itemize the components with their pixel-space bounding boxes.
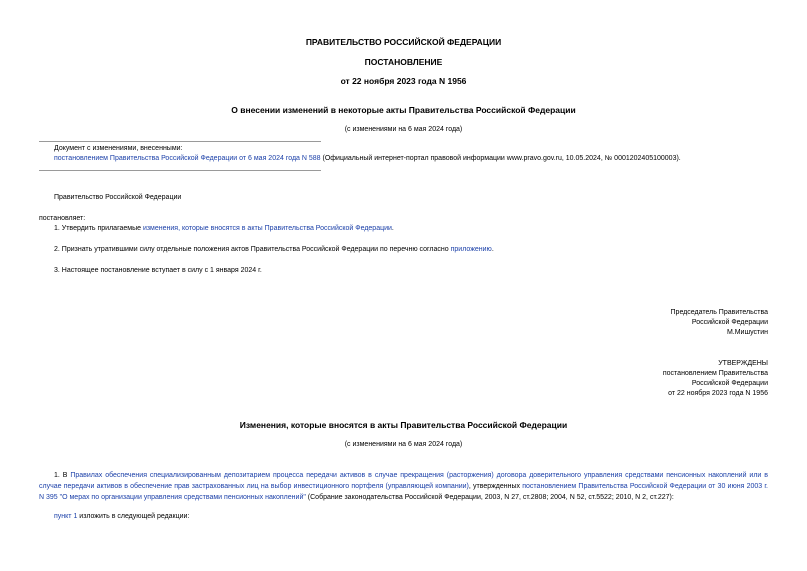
- rules-link[interactable]: Правилах обеспечения специализированным депозитарием процесса передачи активов в случае прекращения (расторжения) договора доверительного управления средствами пенсионных накоплений или в случае передачи активов в обеспечение прав застрахованных лиц на выбор инвестиционного портфеля (управляющей компании): [39, 472, 768, 490]
- annex-title: Изменения, которые вносятся в акты Правительства Российской Федерации: [239, 420, 568, 430]
- item-2: 2. Признать утратившими силу отдельные положения актов Правительства Российской Федерации по перечню согласно приложению.: [54, 246, 494, 253]
- changes-top-rule: [39, 141, 321, 142]
- approved-date: от 22 ноября 2023 года N 1956: [668, 390, 768, 397]
- amendment-source: (Официальный интернет-портал правовой информации www.pravo.gov.ru, 10.05.2024, № 0001202405100003).: [320, 155, 681, 162]
- changes-label: Документ с изменениями, внесенными:: [54, 145, 183, 152]
- signature-name: М.Мишустин: [726, 329, 768, 336]
- resolution-395-link[interactable]: постановлением Правительства Российской Федерации от 30 июня 2003 г. N 395 "О мерах по организации управления средствами пенсионных накоплений": [39, 483, 768, 501]
- government-heading: ПРАВИТЕЛЬСТВО РОССИЙСКОЙ ФЕДЕРАЦИИ: [305, 37, 502, 47]
- changes-annex-link[interactable]: изменения, которые вносятся в акты Правительства Российской Федерации: [142, 225, 392, 232]
- issuer: Правительство Российской Федерации: [54, 194, 182, 201]
- point-1-link[interactable]: пункт 1: [54, 513, 78, 520]
- document-type: ПОСТАНОВЛЕНИЕ: [364, 57, 443, 67]
- amendment-link[interactable]: постановлением Правительства Российской Федерации от 6 мая 2024 года N 588: [54, 155, 321, 162]
- annex-edition-note: (с изменениями на 6 мая 2024 года): [344, 441, 463, 448]
- item-1: 1. Утвердить прилагаемые изменения, которые вносятся в акты Правительства Российской Федерации.: [54, 225, 394, 232]
- signature-country: Российской Федерации: [691, 319, 768, 326]
- approved-by: постановлением Правительства: [662, 370, 768, 377]
- document-title: О внесении изменений в некоторые акты Правительства Российской Федерации: [231, 105, 576, 115]
- approved-country: Российской Федерации: [691, 380, 768, 387]
- edition-note: (с изменениями на 6 мая 2024 года): [344, 126, 463, 133]
- changes-line: [54, 155, 681, 162]
- annex-paragraph-2: пункт 1 изложить в следующей редакции:: [54, 513, 190, 520]
- signature-position: Председатель Правительства: [670, 309, 768, 316]
- changes-bottom-rule: [39, 170, 321, 171]
- approved-label: УТВЕРЖДЕНЫ: [718, 360, 768, 367]
- document-date: от 22 ноября 2023 года N 1956: [340, 76, 467, 86]
- appendix-link[interactable]: приложению: [450, 246, 492, 253]
- decides: постановляет:: [39, 215, 86, 222]
- item-3: 3. Настоящее постановление вступает в силу с 1 января 2024 г.: [54, 267, 262, 274]
- annex-paragraph-1: 1. В Правилах обеспечения специализированным депозитарием процесса передачи активов в случае прекращения (расторжения) договора доверительного управления средствами пенсионных накоплений или в случае передачи активов в обеспечение прав застрахованных лиц на выбор инвестиционного портфеля (управляющей компании), утвержденных постановлением Правительства Российской Федерации от 30 июня 2003 г. N 395 "О мерах по организации управления средствами пенсионных накоплений" (Собрание законодательства Российской Федерации, 2003, N 27, ст.2808; 2004, N 52, ст.5522; 2010, N 2, ст.227):: [39, 472, 768, 501]
